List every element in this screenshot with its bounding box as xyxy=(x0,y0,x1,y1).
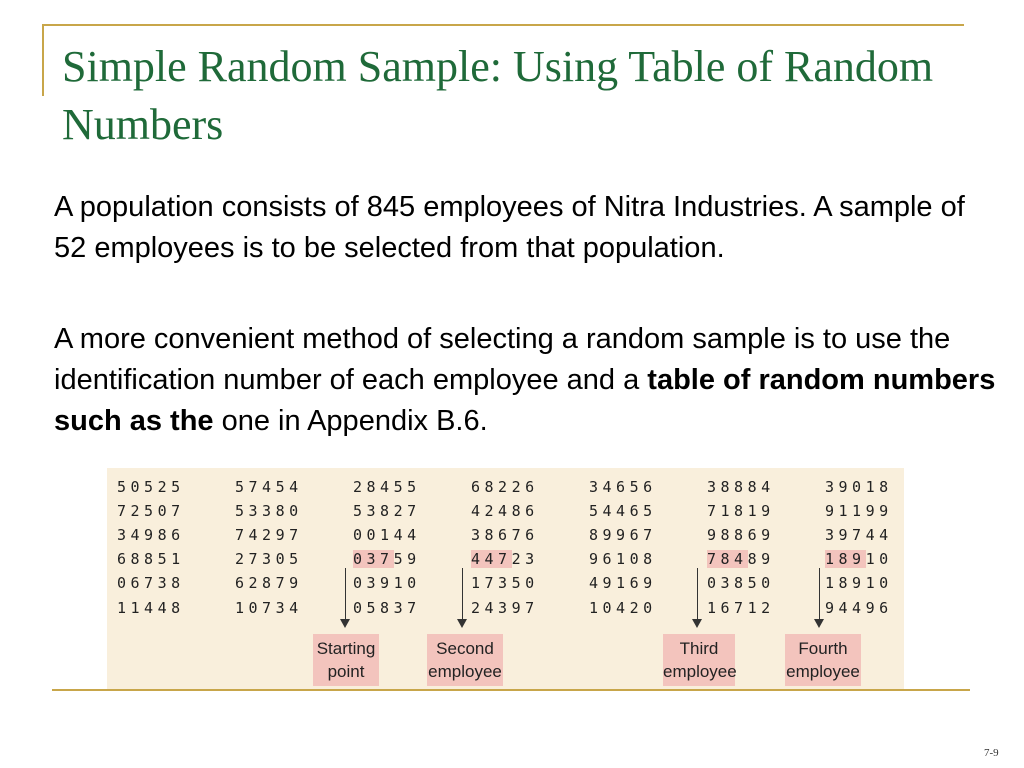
callout-label xyxy=(785,634,861,686)
pointer-arrow xyxy=(697,568,698,626)
bottom-accent-rule xyxy=(52,689,970,691)
random-number-cell: 72507 xyxy=(117,502,185,520)
random-number-cell xyxy=(471,548,539,570)
random-number-cell: 10420 xyxy=(589,599,657,617)
random-number-cell: 71819 xyxy=(707,502,775,520)
callout-line-1: Third xyxy=(679,639,719,658)
random-number-cell: 98869 xyxy=(707,526,775,544)
random-number-cell: 24397 xyxy=(471,599,539,617)
random-number-cell: 10734 xyxy=(235,599,303,617)
callout-line-2: employee xyxy=(663,662,737,681)
random-number-cell: 54465 xyxy=(589,502,657,520)
random-number-cell: 39018 xyxy=(825,478,893,496)
random-number-cell: 62879 xyxy=(235,574,303,592)
random-number-cell: 74297 xyxy=(235,526,303,544)
highlighted-digits: 037 xyxy=(353,550,394,568)
slide-title: Simple Random Sample: Using Table of Random Numbers xyxy=(62,42,934,149)
random-number-cell: 38676 xyxy=(471,526,539,544)
random-number-cell: 16712 xyxy=(707,599,775,617)
random-number-cell: 38884 xyxy=(707,478,775,496)
random-number-cell xyxy=(707,548,775,570)
callout-line-1: Second xyxy=(436,639,494,658)
callout-line-2: employee xyxy=(428,662,502,681)
random-number-cell: 68851 xyxy=(117,550,185,568)
random-number-cell: 53827 xyxy=(353,502,421,520)
callout-label xyxy=(313,634,379,686)
callout-line-2: point xyxy=(327,662,365,681)
random-number-cell: 68226 xyxy=(471,478,539,496)
remaining-digits: 10 xyxy=(865,550,893,568)
random-number-cell: 00144 xyxy=(353,526,421,544)
remaining-digits: 23 xyxy=(511,550,539,568)
random-number-table-figure xyxy=(107,468,904,690)
random-number-cell: 06738 xyxy=(117,574,185,592)
remaining-digits: 89 xyxy=(747,550,775,568)
left-accent-rule xyxy=(42,24,44,96)
random-number-cell: 42486 xyxy=(471,502,539,520)
paragraph-2-text: A more convenient method of selecting a random sample is to use the identification number of each employee and a xyxy=(54,323,951,396)
random-number-cell: 28455 xyxy=(353,478,421,496)
highlighted-digits: 784 xyxy=(707,550,748,568)
top-accent-rule xyxy=(42,24,964,26)
callout-line-1: Fourth xyxy=(798,639,848,658)
random-number-cell: 57454 xyxy=(235,478,303,496)
highlighted-digits: 189 xyxy=(825,550,866,568)
random-number-cell xyxy=(825,548,893,570)
pointer-arrow xyxy=(462,568,463,626)
page-number: 7-9 xyxy=(984,747,999,759)
random-number-cell: 05837 xyxy=(353,599,421,617)
random-number-cell: 53380 xyxy=(235,502,303,520)
random-number-cell: 96108 xyxy=(589,550,657,568)
random-number-cell: 49169 xyxy=(589,574,657,592)
body-paragraph-1: A population consists of 845 employees of Nitra Industries. A sample of 52 employees is to be selected from that population. xyxy=(54,191,965,264)
body-paragraph-2 xyxy=(54,319,1004,442)
pointer-arrow xyxy=(819,568,820,626)
random-number-cell: 91199 xyxy=(825,502,893,520)
random-number-cell: 89967 xyxy=(589,526,657,544)
random-number-cell: 50525 xyxy=(117,478,185,496)
random-number-cell: 03910 xyxy=(353,574,421,592)
highlighted-digits: 447 xyxy=(471,550,512,568)
callout-line-1: Starting xyxy=(316,639,376,658)
random-number-cell: 11448 xyxy=(117,599,185,617)
random-number-cell: 39744 xyxy=(825,526,893,544)
remaining-digits: 59 xyxy=(393,550,421,568)
random-number-cell xyxy=(353,548,421,570)
callout-line-2: employee xyxy=(786,662,860,681)
random-number-cell: 34986 xyxy=(117,526,185,544)
paragraph-2-tail-text: one in Appendix B.6. xyxy=(213,405,488,437)
callout-label xyxy=(663,634,735,686)
paragraph-2-bold-text: table of random numbers such as the xyxy=(54,364,996,437)
pointer-arrow xyxy=(345,568,346,626)
random-number-cell: 18910 xyxy=(825,574,893,592)
random-number-cell: 03850 xyxy=(707,574,775,592)
random-number-cell: 94496 xyxy=(825,599,893,617)
random-number-cell: 27305 xyxy=(235,550,303,568)
callout-label xyxy=(427,634,503,686)
random-number-cell: 34656 xyxy=(589,478,657,496)
random-number-cell: 17350 xyxy=(471,574,539,592)
